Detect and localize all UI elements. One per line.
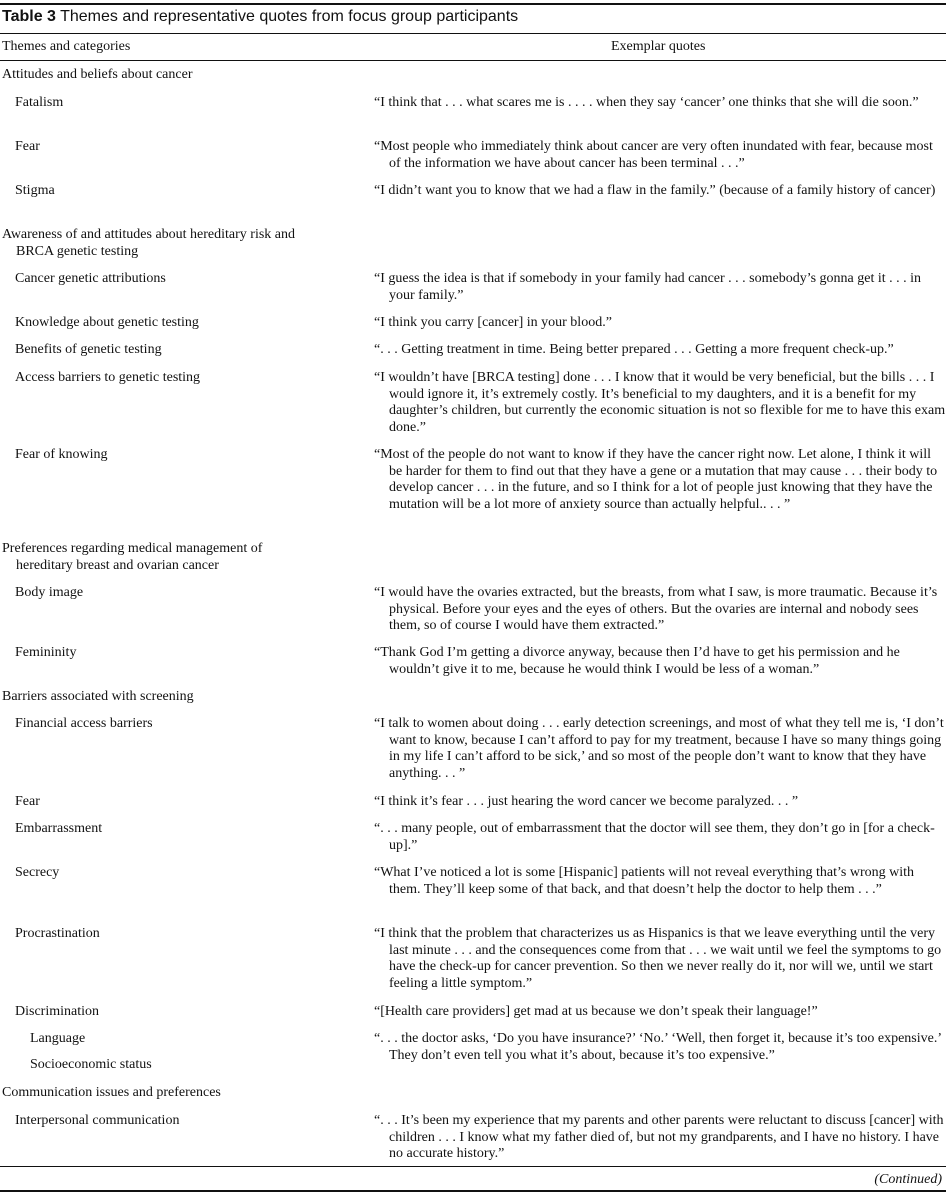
category-label: Fear [15, 139, 40, 154]
exemplar-quote: “Most people who immediately think about cancer are very often inundated with fear, because most of the information we have about cancer has been terminal . . .” [374, 139, 933, 171]
category-label: Stigma [15, 183, 55, 198]
category-label: Financial access barriers [15, 716, 153, 731]
exemplar-quote: “. . . the doctor asks, ‘Do you have insurance?’ ‘No.’ ‘Well, then forget it, because it’s too expensive.’ They don’t even tell you what it’s about, because it’s too expensive.” [374, 1031, 941, 1063]
category-label: Discrimination [15, 1004, 99, 1019]
category-label: Socioeconomic status [30, 1057, 152, 1072]
exemplar-quote: “What I’ve noticed a lot is some [Hispanic] patients will not reveal everything that’s wrong with them. They’ll keep some of that back, and that doesn’t help the doctor to help them . . .” [374, 865, 915, 897]
table-label: Table 3 [2, 8, 56, 25]
header-bottom-rule [0, 60, 946, 61]
category-label: Embarrassment [15, 821, 103, 836]
continued-note: (Continued) [874, 1172, 942, 1187]
exemplar-quote: “Most of the people do not want to know if they have the cancer right now. Let alone, I think it will be harder for them to find out that they have a gene or a mutation that may cause . . . their body to develop cancer . . . in the future, and so I think for a lot of people just knowing that they have the mutation will be a lot more of anxiety source than actually helpful.. . . ” [374, 447, 938, 512]
category-label: Femininity [15, 645, 77, 660]
table-caption [2, 8, 518, 26]
column-header-quotes: Exemplar quotes [611, 39, 706, 54]
exemplar-quote: “. . . Getting treatment in time. Being better prepared . . . Getting a more frequent check-up.” [374, 342, 894, 357]
exemplar-quote: “Thank God I’m getting a divorce anyway, because then I’d have to get his permission and he wouldn’t give it to me, because he would think I would be less of a woman.” [374, 645, 900, 677]
theme-label: Attitudes and beliefs about cancer [2, 67, 193, 82]
exemplar-quote: “I wouldn’t have [BRCA testing] done . . . I know that it would be very beneficial, but the bills . . . I would ignore it, it’s extremely costly. It’s beneficial to my daughters, and it is a benefit for my daughter’s children, but currently the economic situation is not so flexible for me to have this exam done.” [374, 370, 946, 435]
top-rule [0, 3, 946, 5]
category-label: Procrastination [15, 926, 100, 941]
table-title: Themes and representative quotes from focus group participants [60, 8, 519, 25]
exemplar-quote: “I guess the idea is that if somebody in your family had cancer . . . somebody’s gonna get it . . . in your family.” [374, 271, 922, 303]
exemplar-quote: “. . . many people, out of embarrassment that the doctor will see them, they don’t go in [for a check-up].” [374, 821, 935, 853]
category-label: Access barriers to genetic testing [15, 370, 201, 385]
exemplar-quote: “I think you carry [cancer] in your blood.” [374, 315, 612, 330]
exemplar-quote: “. . . It’s been my experience that my parents and other parents were reluctant to discuss [cancer] with children . . . I know what my father died of, but not my grandparents, and I have no history. I have no accurate history.” [374, 1113, 944, 1162]
category-label: Secrecy [15, 865, 60, 880]
end-rule [0, 1190, 946, 1192]
theme-label: Preferences regarding medical management of hereditary breast and ovarian cancer [2, 541, 263, 573]
category-label: Interpersonal communication [15, 1113, 180, 1128]
category-label: Knowledge about genetic testing [15, 315, 199, 330]
exemplar-quote: “I talk to women about doing . . . early detection screenings, and most of what they tell me is, ‘I don’t want to know, because I can’t afford to pay for my treatment, because I have so many things going in my life I can’t afford to be sick,’ and so most of the people don’t want to know that they have anything. . . ” [374, 716, 944, 781]
header-top-rule [0, 33, 946, 34]
category-label: Fatalism [15, 95, 64, 110]
bottom-rule [0, 1166, 946, 1167]
category-label: Fear of knowing [15, 447, 108, 462]
exemplar-quote: “[Health care providers] get mad at us because we don’t speak their language!” [374, 1004, 818, 1019]
theme-label: Communication issues and preferences [2, 1085, 221, 1100]
category-label: Fear [15, 794, 40, 809]
exemplar-quote: “I think that the problem that characterizes us as Hispanics is that we leave everything until the very last minute . . . and the consequences come from that . . . we wait until we feel the symptoms to go have the check-up for cancer prevention. So then we never really do it, nor will we, until we start feeling a little symptom.” [374, 926, 942, 991]
category-label: Cancer genetic attributions [15, 271, 166, 286]
theme-label: Awareness of and attitudes about hereditary risk and BRCA genetic testing [2, 227, 296, 259]
exemplar-quote: “I think that . . . what scares me is . . . . when they say ‘cancer’ one thinks that she will die soon.” [374, 95, 919, 110]
theme-label: Barriers associated with screening [2, 689, 194, 704]
exemplar-quote: “I didn’t want you to know that we had a flaw in the family.” (because of a family history of cancer) [374, 183, 936, 198]
category-label: Body image [15, 585, 84, 600]
category-label: Benefits of genetic testing [15, 342, 162, 357]
exemplar-quote: “I would have the ovaries extracted, but the breasts, from what I saw, is more traumatic. Because it’s physical. Before your eyes and the eyes of others. But the ovaries are internal and nobody sees them, so of course I would have them extracted.” [374, 585, 938, 634]
category-label: Language [30, 1031, 86, 1046]
column-header-themes: Themes and categories [2, 39, 131, 54]
exemplar-quote: “I think it’s fear . . . just hearing the word cancer we become paralyzed. . . ” [374, 794, 799, 809]
